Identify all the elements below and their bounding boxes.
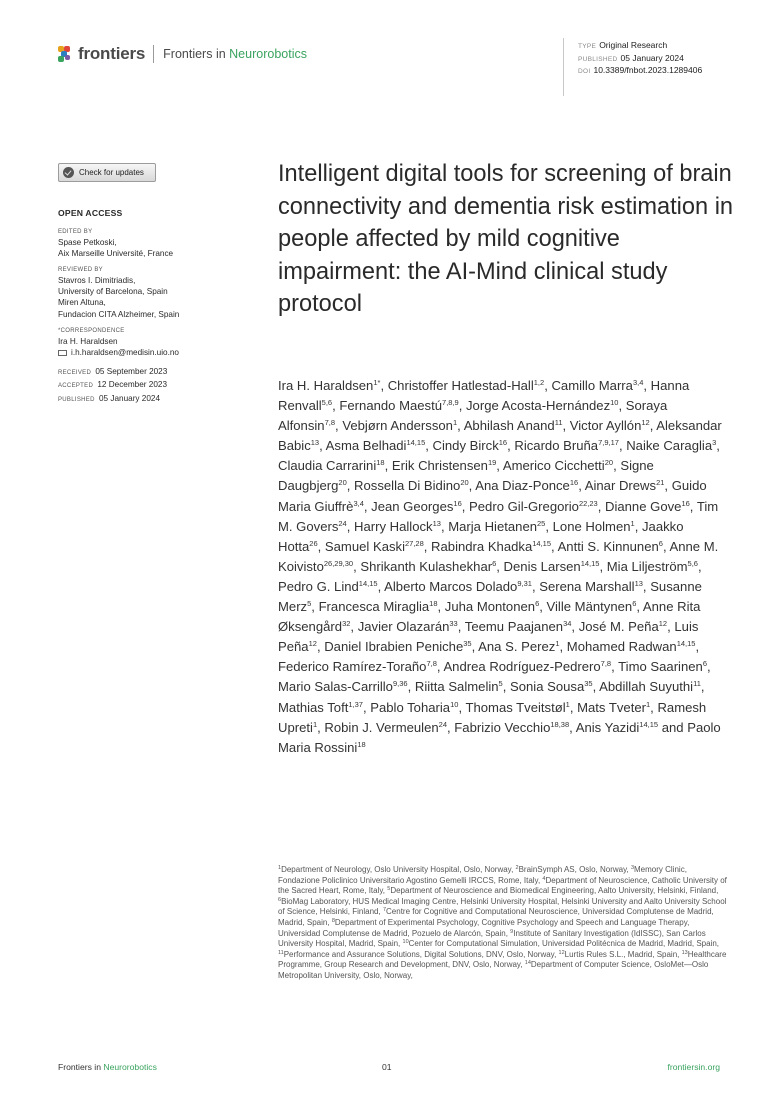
author-affiliation-sup: 1 <box>630 518 635 528</box>
affiliation-text: BioMag Laboratory, HUS Medical Imaging Centre, Helsinki University Hospital, Helsinki University and Aalto University School of Science, Helsinki, Finland, <box>278 896 727 917</box>
affiliation-number: 12 <box>558 949 565 956</box>
author-name[interactable]: Juha Montonen <box>444 599 536 615</box>
affiliation-text: Institute of Sanitary Investigation (IdISSC), San Carlos University Hospital, Madrid, Spain, <box>278 928 706 949</box>
author-name[interactable]: Pedro Gil-Gregorio <box>469 498 579 514</box>
author-name[interactable]: Tim M. Govers <box>278 498 719 534</box>
author-affiliation-sup: 10 <box>450 699 459 709</box>
author-name[interactable]: Americo Cicchetti <box>502 458 605 474</box>
affiliation-text: Memory Clinic, Fondazione Policlinico Universitario Agostino Gemelli IRCCS, Rome, Italy, <box>278 865 687 885</box>
author-name[interactable]: Serena Marshall <box>539 578 635 594</box>
author-affiliation-sup: 12 <box>658 619 668 629</box>
affiliation-number: 14 <box>524 960 531 967</box>
author-affiliation-sup: 7,8,9 <box>442 398 459 408</box>
author-affiliation-sup: 14,15 <box>532 538 552 548</box>
reviewed-by-heading: REVIEWED BY <box>58 267 103 273</box>
affiliation-number: 5 <box>387 886 391 893</box>
article-type: Original Research <box>599 40 668 50</box>
affiliation-number: 2 <box>515 865 519 871</box>
author-name[interactable]: Hanna Renvall <box>278 378 690 414</box>
journal-title: Frontiers in Neurorobotics <box>163 47 307 61</box>
open-access-label: OPEN ACCESS <box>58 208 123 218</box>
author-name[interactable]: Jorge Acosta-Hernández <box>466 398 611 414</box>
author-name[interactable]: Jean Georges <box>371 498 454 514</box>
author-affiliation-sup: 12 <box>641 418 650 428</box>
author-affiliation-sup: 9,31 <box>517 578 532 588</box>
author-name[interactable]: Teemu Paajanen <box>464 619 564 635</box>
author-name[interactable]: Harry Hallock <box>354 518 433 534</box>
author-name[interactable]: Thomas Tveitstøl <box>465 699 566 715</box>
author-name[interactable]: Susanne Merz <box>278 578 702 615</box>
author-name[interactable]: Naike Caraglia <box>626 438 713 454</box>
check-updates-icon <box>63 167 74 178</box>
author-name[interactable]: Dianne Gove <box>605 498 682 514</box>
author-affiliation-sup: 18 <box>376 458 385 468</box>
author-affiliation-sup: 25 <box>537 518 546 528</box>
journal-logo[interactable] <box>58 44 307 64</box>
author-name[interactable]: Antti S. Kinnunen <box>557 538 659 554</box>
author-name[interactable]: Camillo Marra <box>551 378 633 393</box>
author-affiliation-sup: 1* <box>373 378 381 387</box>
author-name[interactable]: Fabrizio Vecchio <box>454 719 551 735</box>
author-name[interactable]: Ricardo Bruña <box>514 438 599 454</box>
affiliation-list <box>278 865 728 982</box>
page-number: 01 <box>382 1062 392 1072</box>
received-date: 05 September 2023 <box>95 367 168 377</box>
author-affiliation-sup: 27,28 <box>404 538 424 548</box>
editor-name: Spase Petkoski, <box>58 237 117 247</box>
author-affiliation-sup: 1 <box>565 699 570 709</box>
author-name[interactable]: Paolo Maria Rossini <box>278 719 721 755</box>
author-name[interactable]: Javier Olazarán <box>357 619 450 635</box>
author-affiliation-sup: 26 <box>309 538 318 548</box>
author-affiliation-sup: 5 <box>307 599 312 609</box>
author-affiliation-sup: 3,4 <box>632 378 644 387</box>
author-name[interactable]: Pedro G. Lind <box>278 578 359 594</box>
author-affiliation-sup: 7,8 <box>324 418 336 428</box>
author-name[interactable]: Mohamed Radwan <box>566 639 677 655</box>
affiliation-text: Department of Experimental Psychology, Cognitive Psychology and Speech and Language Therapy, Universidad Complutense de Madrid, Pozuelo de Alarcón, Spain, <box>278 917 690 938</box>
author-name[interactable]: Claudia Carrarini <box>278 458 377 474</box>
author-name[interactable]: Ana Diaz-Ponce <box>475 478 570 494</box>
correspondence-name: Ira H. Haraldsen <box>58 336 118 346</box>
page-header <box>0 0 774 100</box>
author-name[interactable]: Ville Mäntynen <box>546 599 633 615</box>
brand-name: frontiers <box>78 44 146 63</box>
author-name[interactable]: Daniel Ibrabien Peniche <box>324 639 464 655</box>
author-name[interactable]: Marja Hietanen <box>448 518 538 534</box>
affiliation-text: Department of Neuroscience and Biomedical Engineering, Aalto University, Helsinki, Finland, <box>390 886 719 896</box>
article-title: Intelligent digital tools for screening of brain connectivity and dementia risk estimation in people affected by mild cognitive impairment: the AI-Mind clinical study protocol <box>278 161 734 318</box>
author-affiliation-sup: 24 <box>438 719 448 729</box>
author-affiliation-sup: 13 <box>432 518 441 528</box>
published-key: PUBLISHED <box>578 55 618 63</box>
author-name[interactable]: Federico Ramírez-Toraño <box>278 659 427 675</box>
author-affiliation-sup: 19 <box>487 458 497 468</box>
meta-divider <box>563 38 564 96</box>
affiliation-text: Lurtis Rules S.L., Madrid, Spain, <box>564 949 680 959</box>
author-name[interactable]: Shrikanth Kulashekhar <box>360 558 493 574</box>
author-affiliation-sup: 20 <box>604 458 614 468</box>
affiliation-text: Performance and Assurance Solutions, Digital Solutions, DNV, Oslo, Norway, <box>283 949 557 959</box>
author-name[interactable]: Abdillah Suyuthi <box>599 679 694 695</box>
author-affiliation-sup: 1,2 <box>533 378 545 387</box>
author-name[interactable]: Samuel Kaski <box>324 538 405 554</box>
affiliation-number: 7 <box>382 907 387 914</box>
reviewer-2-name: Miren Altuna, <box>58 298 106 308</box>
author-name[interactable]: Rossella Di Bidino <box>354 478 461 494</box>
author-name[interactable]: Francesca Miraglia <box>318 599 430 615</box>
author-affiliation-sup: 14,15 <box>676 639 696 649</box>
author-affiliation-sup: 32 <box>342 619 351 629</box>
author-affiliation-sup: 1,37 <box>348 699 363 709</box>
author-affiliation-sup: 16 <box>453 498 462 508</box>
author-name[interactable]: Ana S. Perez <box>478 639 556 655</box>
author-name[interactable]: Ramesh Upreti <box>278 699 707 735</box>
author-affiliation-sup: 7,9,17 <box>598 438 619 448</box>
author-name[interactable]: Signe Daugbjerg <box>278 458 654 494</box>
author-name[interactable]: Robin J. Vermeulen <box>324 719 439 735</box>
affiliation-text: Centre for Cognitive and Computational Neuroscience, Universidad Complutense de Madrid, Madrid, Spain, <box>278 907 714 927</box>
author-affiliation-sup: 33 <box>449 619 458 629</box>
author-affiliation-sup: 5 <box>498 679 503 689</box>
authors-and: and <box>661 719 684 735</box>
affiliation-text: Department of Neuroscience, Catholic University of the Sacred Heart, Rome, Italy, <box>278 875 727 896</box>
reviewer-1-name: Stavros I. Dimitriadis, <box>58 276 136 285</box>
author-affiliation-sup: 3,4 <box>353 498 364 508</box>
author-affiliation-sup: 7,8 <box>426 659 437 669</box>
author-affiliation-sup: 20 <box>460 478 469 488</box>
affiliation-number: 13 <box>681 949 688 956</box>
author-affiliation-sup: 6 <box>535 599 540 609</box>
accepted-key: ACCEPTED <box>58 383 94 390</box>
author-affiliation-sup: 21 <box>656 478 665 488</box>
reviewer-1-affiliation: University of Barcelona, Spain <box>58 287 168 297</box>
affiliation-number: 6 <box>278 896 282 903</box>
author-affiliation-sup: 24 <box>338 518 347 528</box>
correspondence-email[interactable]: i.h.haraldsen@medisin.uio.no <box>71 348 179 358</box>
author-name[interactable]: Anne Rita Øksengård <box>278 599 701 635</box>
author-affiliation-sup: 22,23 <box>578 498 598 508</box>
author-affiliation-sup: 5,6 <box>687 558 698 568</box>
author-affiliation-sup: 16 <box>569 478 579 488</box>
author-affiliation-sup: 14,15 <box>358 578 378 588</box>
reviewer-2-affiliation: Fundacion CITA Alzheimer, Spain <box>58 309 180 319</box>
author-name[interactable]: Riitta Salmelin <box>414 679 499 695</box>
author-name[interactable]: Anis Yazidi <box>575 719 640 735</box>
edited-by-heading: EDITED BY <box>58 228 93 235</box>
affiliation-text: Center for Computational Simulation, Universidad Politécnica de Madrid, Madrid, Spain, <box>408 939 720 949</box>
author-name[interactable]: Andrea Rodríguez-Pedrero <box>443 659 601 675</box>
check-for-updates-button[interactable] <box>58 163 156 182</box>
affiliation-text: BrainSymph AS, Oslo, Norway, <box>518 865 629 874</box>
author-name[interactable]: Denis Larsen <box>503 558 581 574</box>
author-affiliation-sup: 1 <box>646 699 651 709</box>
published-date: 05 January 2024 <box>620 52 684 63</box>
author-name[interactable]: Mats Tveter <box>577 699 646 715</box>
author-affiliation-sup: 1 <box>555 639 560 649</box>
author-name[interactable]: Aleksandar Babic <box>278 418 722 454</box>
author-name[interactable]: Soraya Alfonsin <box>278 398 668 434</box>
author-name[interactable]: Jaakko Hotta <box>278 518 684 554</box>
author-list: Ira H. Haraldsen$^{1*}$, Christoffer Hatlestad-Hall$^{1,2}$, Camillo Marra$^{3,4}$, Hanna Renvall$^{5,6}$, Fernando Maestú$^{7,8,9}$, Jorge Acosta-Hernández$^{10}$, Soraya Alfonsin$^{7,8}$, Vebjørn Andersson$^1$, Abhilash Anand$^{11}$, Victor Ayllón$^{12}$, Aleksandar Babic$^{13}$, Asma Belhadi$^{14,15}$, Cindy Birck$^{16}$, Ricardo Bruña$^{7,9,17}$, Naike Caraglia$^3$, Claudia Carrarini$^{18}$, Erik Christensen$^{19}$, Americo Cicchetti$^{20}$, Signe Daugbjerg$^{20}$, Rossella Di Bidino$^{20}$, Ana Diaz-Ponce$^{16}$, Ainar Drews$^{21}$, Guido Maria Giuffrè$^{3,4}$, Jean Georges$^{16}$, Pedro Gil-Gregorio$^{22,23}$, Dianne Gove$^{16}$, Tim M. Govers$^{24}$, Harry Hallock$^{13}$, Marja Hietanen$^{25}$, Lone Holmen$^1$, Jaakko Hotta$^{26}$, Samuel Kaski$^{27,28}$, Rabindra Khadka$^{14,15}$, Antti S. Kinnunen$^6$, Anne M. Koivisto$^{26,29,30}$, Shrikanth Kulashekhar$^6$, Denis Larsen$^{14,15}$, Mia Liljeström$^{5,6}$, Pedro G. Lind$^{14,15}$, Alberto Marcos Dolado$^{9,31}$, Serena Marshall$^{13}$, Susanne Merz$^5$, Francesca Miraglia$^{18}$, Juha Montonen$^6$, Ville Mäntynen$^6$, Anne Rita Øksengård$^{32}$, Javier Olazarán$^{33}$, Teemu Paajanen$^{34}$, José M. Peña$^{12}$, Luis Peña$^{12}$, Daniel Ibrabien Peniche$^{35}$, Ana S. Perez$^1$, Mohamed Radwan$^{14,15}$, Federico Ramírez-Toraño$^{7,8}$, Andrea Rodríguez-Pedrero$^{7,8}$, Timo Saarinen$^6$, Mario Salas-Carrillo$^{9,36}$, Riitta Salmelin$^5$, Sonia Sousa$^{35}$, Abdillah Suyuthi$^{11}$, Mathias Toft$^{1,37}$, Pablo Toharia$^{10}$, Thomas Tveitstøl$^1$, Mats Tveter$^1$, Ramesh Upreti$^1$, Robin J. Vermeulen$^{24}$, Fabrizio Vecchio$^{18,38}$, Anis Yazidi$^{14,15}$ and Paolo Maria Rossini$^{18}$ <box>278 378 722 755</box>
author-name[interactable]: Christoffer Hatlestad-Hall <box>387 378 534 393</box>
author-name[interactable]: Ira H. Haraldsen <box>278 378 374 393</box>
logo-divider <box>153 45 154 63</box>
article-meta <box>578 40 702 78</box>
footer-journal: Frontiers in Neurorobotics <box>58 1062 157 1072</box>
author-affiliation-sup: 14,15 <box>580 558 600 568</box>
affiliation-number: 1 <box>278 865 282 871</box>
affiliation-number: 8 <box>331 917 335 924</box>
author-name[interactable]: Lone Holmen <box>552 518 631 534</box>
doi-key: DOI <box>578 68 591 76</box>
author-affiliation-sup: 1 <box>312 719 318 729</box>
author-affiliation-sup: 6 <box>632 599 637 609</box>
affiliation-number: 11 <box>278 949 284 956</box>
author-name[interactable]: Victor Ayllón <box>569 418 642 434</box>
affiliation-number: 4 <box>542 875 546 882</box>
author-name[interactable]: Asma Belhadi <box>325 438 407 454</box>
author-name[interactable]: Cindy Birck <box>432 438 499 454</box>
author-name[interactable]: Luis Peña <box>278 619 699 655</box>
author-name[interactable]: Erik Christensen <box>391 458 488 474</box>
author-affiliation-sup: 1 <box>452 418 458 428</box>
editor-affiliation: Aix Marseille Université, France <box>58 248 174 258</box>
author-affiliation-sup: 26,29,30 <box>323 558 354 568</box>
affiliation-text: Healthcare Programme, Group Research and Development, DNV, Oslo, Norway, <box>278 949 727 970</box>
author-affiliation-sup: 16 <box>681 498 690 508</box>
author-name[interactable]: Mathias Toft <box>278 699 349 715</box>
author-affiliation-sup: 12 <box>308 639 317 649</box>
published-key-sidebar: PUBLISHED <box>58 396 95 403</box>
author-name[interactable]: Rabindra Khadka <box>431 538 533 554</box>
footer-site-link[interactable]: frontiersin.org <box>667 1062 720 1072</box>
author-affiliation-sup: 6 <box>658 538 663 548</box>
author-affiliation-sup: 34 <box>563 619 572 629</box>
received-key: RECEIVED <box>58 370 92 377</box>
author-name[interactable]: Vebjørn Andersson <box>342 418 453 434</box>
author-affiliation-sup: 20 <box>338 478 347 488</box>
author-affiliation-sup: 18 <box>429 599 438 609</box>
published-date-sidebar: 05 January 2024 <box>99 393 160 403</box>
author-affiliation-sup: 11 <box>693 679 701 689</box>
article-dates <box>58 366 228 406</box>
author-affiliation-sup: 14,15 <box>639 719 659 729</box>
accepted-date: 12 December 2023 <box>97 380 167 390</box>
author-affiliation-sup: 7,8 <box>600 659 612 669</box>
author-affiliation-sup: 16 <box>498 438 508 448</box>
author-name[interactable]: Anne M. Koivisto <box>278 538 719 574</box>
author-name[interactable]: Pablo Toharia <box>370 699 451 715</box>
article-sidebar <box>58 163 228 406</box>
affiliation-number: 3 <box>630 865 635 871</box>
author-affiliation-sup: 10 <box>610 398 619 408</box>
email-icon <box>58 350 67 356</box>
author-affiliation-sup: 9,36 <box>392 679 408 689</box>
author-affiliation-sup: 35 <box>584 679 593 689</box>
affiliation-number: 10 <box>402 939 409 946</box>
author-affiliation-sup: 3 <box>712 438 717 448</box>
author-affiliation-sup: 6 <box>702 659 707 669</box>
author-name[interactable]: Abhilash Anand <box>463 418 555 434</box>
type-key: TYPE <box>578 43 597 50</box>
author-affiliation-sup: 18,38 <box>550 719 570 729</box>
affiliation-number: 9 <box>510 928 514 935</box>
author-affiliation-sup: 35 <box>463 639 472 649</box>
check-updates-label: Check for updates <box>79 167 144 177</box>
author-name[interactable]: Sonia Sousa <box>510 679 585 695</box>
author-name[interactable]: Mario Salas-Carrillo <box>278 679 393 695</box>
author-affiliation-sup: 14,15 <box>406 438 426 448</box>
affiliation-text: Department of Computer Science, OsloMet—Oslo Metropolitan University, Oslo, Norway, <box>278 960 709 980</box>
author-name[interactable]: Alberto Marcos Dolado <box>384 578 518 594</box>
author-name[interactable]: José M. Peña <box>578 619 659 635</box>
author-affiliation-sup: 5,6 <box>321 398 333 408</box>
author-affiliation-sup: 13 <box>634 578 643 588</box>
frontiers-logo-icon <box>58 46 74 62</box>
author-name[interactable]: Ainar Drews <box>584 478 657 494</box>
author-name[interactable]: Fernando Maestú <box>339 398 443 414</box>
author-name[interactable]: Mia Liljeström <box>606 558 688 574</box>
correspondence-heading: *CORRESPONDENCE <box>58 327 125 334</box>
author-affiliation-sup: 6 <box>492 558 497 568</box>
author-name[interactable]: Timo Saarinen <box>618 659 703 675</box>
doi-link[interactable]: 10.3389/fnbot.2023.1289406 <box>593 65 703 76</box>
author-affiliation-sup: 11 <box>554 418 563 428</box>
affiliation-text: Department of Neurology, Oslo University Hospital, Oslo, Norway, <box>281 865 514 874</box>
correspondence-email-row[interactable] <box>58 347 228 358</box>
author-affiliation-sup: 13 <box>310 438 320 448</box>
author-name[interactable]: Guido Maria Giuffrè <box>278 478 707 514</box>
author-affiliation-sup: 18 <box>357 739 366 749</box>
